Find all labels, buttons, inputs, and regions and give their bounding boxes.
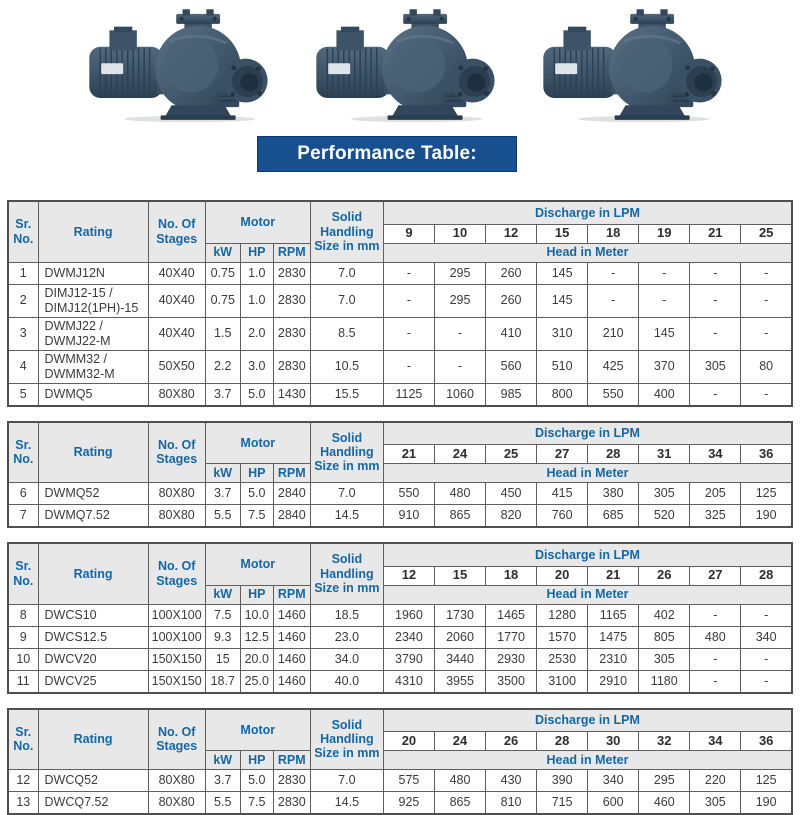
cell-head: 2060 bbox=[434, 626, 485, 648]
cell-head: 575 bbox=[383, 770, 434, 792]
cell-sr: 2 bbox=[8, 284, 38, 317]
cell-sr: 4 bbox=[8, 350, 38, 383]
discharge-flow-value: 18 bbox=[486, 566, 537, 585]
cell-sr: 11 bbox=[8, 670, 38, 693]
cell-solid: 15.5 bbox=[310, 383, 383, 406]
cell-head: - bbox=[741, 648, 792, 670]
cell-solid: 23.0 bbox=[310, 626, 383, 648]
cell-kw: 9.3 bbox=[205, 626, 240, 648]
discharge-flow-value: 21 bbox=[383, 445, 434, 464]
cell-head: 305 bbox=[639, 648, 690, 670]
table-row bbox=[8, 604, 792, 626]
head-in-meter-header: Head in Meter bbox=[383, 243, 792, 262]
head-in-meter-header: Head in Meter bbox=[383, 585, 792, 604]
discharge-flow-value: 10 bbox=[434, 224, 485, 243]
cell-kw: 3.7 bbox=[205, 383, 240, 406]
cell-head: - bbox=[690, 648, 741, 670]
discharge-flow-value: 34 bbox=[690, 445, 741, 464]
head-in-meter-header: Head in Meter bbox=[383, 464, 792, 483]
cell-sr: 1 bbox=[8, 262, 38, 284]
cell-rpm: 2830 bbox=[273, 770, 310, 792]
cell-head: - bbox=[741, 670, 792, 693]
table-row bbox=[8, 626, 792, 648]
cell-kw: 15 bbox=[205, 648, 240, 670]
cell-rpm: 2840 bbox=[273, 483, 310, 505]
cell-solid: 18.5 bbox=[310, 604, 383, 626]
cell-head: 3790 bbox=[383, 648, 434, 670]
cell-head: 550 bbox=[383, 483, 434, 505]
col-header-kw: kW bbox=[205, 585, 240, 604]
cell-head: 295 bbox=[434, 262, 485, 284]
col-header-solid: Solid Handling Size in mm bbox=[310, 709, 383, 770]
cell-sr: 3 bbox=[8, 317, 38, 350]
cell-sr: 5 bbox=[8, 383, 38, 406]
cell-rating: DWMJ12N bbox=[38, 262, 148, 284]
col-header-rpm: RPM bbox=[273, 464, 310, 483]
cell-head: 3500 bbox=[486, 670, 537, 693]
cell-solid: 14.5 bbox=[310, 505, 383, 528]
cell-head: 685 bbox=[588, 505, 639, 528]
cell-head: 220 bbox=[690, 770, 741, 792]
cell-stages: 100X100 bbox=[148, 604, 205, 626]
cell-stages: 80X80 bbox=[148, 770, 205, 792]
discharge-flow-value: 24 bbox=[434, 445, 485, 464]
cell-hp: 5.0 bbox=[240, 770, 273, 792]
cell-head: - bbox=[690, 284, 741, 317]
table-row bbox=[8, 350, 792, 383]
discharge-flow-value: 26 bbox=[639, 566, 690, 585]
discharge-flow-value: 36 bbox=[741, 732, 792, 751]
cell-head: 715 bbox=[537, 792, 588, 815]
discharge-flow-value: 32 bbox=[639, 732, 690, 751]
table-row bbox=[8, 317, 792, 350]
col-header-hp: HP bbox=[240, 751, 273, 770]
performance-table bbox=[7, 708, 793, 815]
discharge-flow-value: 25 bbox=[741, 224, 792, 243]
discharge-flow-value: 30 bbox=[588, 732, 639, 751]
cell-kw: 18.7 bbox=[205, 670, 240, 693]
cell-hp: 20.0 bbox=[240, 648, 273, 670]
cell-kw: 3.7 bbox=[205, 770, 240, 792]
discharge-flow-value: 19 bbox=[639, 224, 690, 243]
cell-hp: 3.0 bbox=[240, 350, 273, 383]
cell-head: 800 bbox=[537, 383, 588, 406]
cell-head: 305 bbox=[639, 483, 690, 505]
cell-head: 380 bbox=[588, 483, 639, 505]
cell-head: 550 bbox=[588, 383, 639, 406]
cell-head: - bbox=[434, 317, 485, 350]
cell-hp: 5.0 bbox=[240, 483, 273, 505]
cell-head: 910 bbox=[383, 505, 434, 528]
discharge-flow-value: 12 bbox=[383, 566, 434, 585]
cell-head: 1770 bbox=[486, 626, 537, 648]
col-header-motor: Motor bbox=[205, 422, 310, 464]
cell-head: 480 bbox=[434, 483, 485, 505]
col-header-hp: HP bbox=[240, 585, 273, 604]
cell-hp: 12.5 bbox=[240, 626, 273, 648]
cell-stages: 80X80 bbox=[148, 792, 205, 815]
cell-head: - bbox=[690, 383, 741, 406]
cell-rating: DWMJ22 / DWMJ22-M bbox=[38, 317, 148, 350]
cell-rating: DIMJ12-15 / DIMJ12(1PH)-15 bbox=[38, 284, 148, 317]
cell-head: 1475 bbox=[588, 626, 639, 648]
cell-head: 295 bbox=[639, 770, 690, 792]
performance-table bbox=[7, 421, 793, 529]
cell-head: 415 bbox=[537, 483, 588, 505]
discharge-flow-value: 34 bbox=[690, 732, 741, 751]
cell-head: - bbox=[383, 262, 434, 284]
cell-head: 2340 bbox=[383, 626, 434, 648]
cell-head: 125 bbox=[741, 770, 792, 792]
cell-head: 1125 bbox=[383, 383, 434, 406]
cell-kw: 7.5 bbox=[205, 604, 240, 626]
cell-head: 1180 bbox=[639, 670, 690, 693]
cell-stages: 40X40 bbox=[148, 317, 205, 350]
cell-sr: 12 bbox=[8, 770, 38, 792]
cell-head: 925 bbox=[383, 792, 434, 815]
cell-head: 1165 bbox=[588, 604, 639, 626]
cell-head: - bbox=[741, 284, 792, 317]
cell-rating: DWCQ7.52 bbox=[38, 792, 148, 815]
cell-stages: 50X50 bbox=[148, 350, 205, 383]
banner-label: Performance Table: bbox=[297, 143, 477, 165]
cell-head: 125 bbox=[741, 483, 792, 505]
cell-hp: 10.0 bbox=[240, 604, 273, 626]
cell-head: 430 bbox=[486, 770, 537, 792]
col-header-rating: Rating bbox=[38, 709, 148, 770]
col-header-stages: No. Of Stages bbox=[148, 422, 205, 483]
cell-head: 510 bbox=[537, 350, 588, 383]
cell-head: 560 bbox=[486, 350, 537, 383]
cell-head: 600 bbox=[588, 792, 639, 815]
cell-head: - bbox=[690, 262, 741, 284]
col-header-sr: Sr. No. bbox=[8, 201, 38, 262]
table-row bbox=[8, 284, 792, 317]
cell-head: 820 bbox=[486, 505, 537, 528]
cell-rpm: 1460 bbox=[273, 626, 310, 648]
cell-head: 190 bbox=[741, 792, 792, 815]
cell-hp: 7.5 bbox=[240, 792, 273, 815]
cell-hp: 2.0 bbox=[240, 317, 273, 350]
cell-head: 205 bbox=[690, 483, 741, 505]
pump-image bbox=[82, 6, 274, 125]
cell-rpm: 2830 bbox=[273, 792, 310, 815]
pump-image bbox=[309, 6, 501, 125]
performance-tables bbox=[0, 200, 800, 815]
cell-head: - bbox=[383, 284, 434, 317]
cell-sr: 9 bbox=[8, 626, 38, 648]
cell-head: - bbox=[741, 383, 792, 406]
cell-head: - bbox=[690, 670, 741, 693]
discharge-flow-value: 21 bbox=[690, 224, 741, 243]
discharge-flow-value: 15 bbox=[434, 566, 485, 585]
cell-head: 1465 bbox=[486, 604, 537, 626]
cell-head: - bbox=[741, 604, 792, 626]
cell-solid: 14.5 bbox=[310, 792, 383, 815]
discharge-flow-value: 20 bbox=[383, 732, 434, 751]
cell-solid: 34.0 bbox=[310, 648, 383, 670]
discharge-flow-value: 15 bbox=[537, 224, 588, 243]
cell-rating: DWMQ7.52 bbox=[38, 505, 148, 528]
discharge-header: Discharge in LPM bbox=[383, 201, 792, 224]
table-row bbox=[8, 792, 792, 815]
cell-head: 1960 bbox=[383, 604, 434, 626]
cell-head: 305 bbox=[690, 350, 741, 383]
cell-rating: DWCQ52 bbox=[38, 770, 148, 792]
discharge-flow-value: 21 bbox=[588, 566, 639, 585]
pump-images-row bbox=[0, 0, 800, 126]
cell-head: 210 bbox=[588, 317, 639, 350]
cell-stages: 100X100 bbox=[148, 626, 205, 648]
cell-head: 370 bbox=[639, 350, 690, 383]
cell-rating: DWCS12.5 bbox=[38, 626, 148, 648]
col-header-rpm: RPM bbox=[273, 243, 310, 262]
cell-head: 1570 bbox=[537, 626, 588, 648]
cell-sr: 8 bbox=[8, 604, 38, 626]
cell-head: - bbox=[639, 262, 690, 284]
cell-head: - bbox=[741, 262, 792, 284]
cell-kw: 5.5 bbox=[205, 792, 240, 815]
col-header-rating: Rating bbox=[38, 201, 148, 262]
cell-head: - bbox=[639, 284, 690, 317]
cell-rpm: 1430 bbox=[273, 383, 310, 406]
discharge-flow-value: 20 bbox=[537, 566, 588, 585]
cell-solid: 40.0 bbox=[310, 670, 383, 693]
cell-head: 865 bbox=[434, 505, 485, 528]
cell-head: 325 bbox=[690, 505, 741, 528]
cell-head: - bbox=[588, 284, 639, 317]
cell-rpm: 2830 bbox=[273, 262, 310, 284]
discharge-flow-value: 12 bbox=[486, 224, 537, 243]
cell-head: 1730 bbox=[434, 604, 485, 626]
cell-solid: 10.5 bbox=[310, 350, 383, 383]
discharge-flow-value: 36 bbox=[741, 445, 792, 464]
cell-rpm: 1460 bbox=[273, 670, 310, 693]
cell-stages: 80X80 bbox=[148, 383, 205, 406]
cell-hp: 25.0 bbox=[240, 670, 273, 693]
cell-head: 400 bbox=[639, 383, 690, 406]
cell-head: 480 bbox=[434, 770, 485, 792]
cell-kw: 5.5 bbox=[205, 505, 240, 528]
cell-rating: DWCV25 bbox=[38, 670, 148, 693]
col-header-rpm: RPM bbox=[273, 585, 310, 604]
cell-head: 2310 bbox=[588, 648, 639, 670]
cell-rpm: 1460 bbox=[273, 648, 310, 670]
discharge-flow-value: 9 bbox=[383, 224, 434, 243]
discharge-header: Discharge in LPM bbox=[383, 709, 792, 732]
cell-rpm: 2840 bbox=[273, 505, 310, 528]
cell-stages: 80X80 bbox=[148, 505, 205, 528]
table-row bbox=[8, 483, 792, 505]
cell-kw: 2.2 bbox=[205, 350, 240, 383]
col-header-sr: Sr. No. bbox=[8, 422, 38, 483]
col-header-stages: No. Of Stages bbox=[148, 709, 205, 770]
discharge-flow-value: 31 bbox=[639, 445, 690, 464]
cell-head: 190 bbox=[741, 505, 792, 528]
cell-rpm: 2830 bbox=[273, 317, 310, 350]
cell-solid: 7.0 bbox=[310, 284, 383, 317]
col-header-motor: Motor bbox=[205, 709, 310, 751]
cell-head: 145 bbox=[537, 284, 588, 317]
table-row bbox=[8, 383, 792, 406]
cell-rpm: 2830 bbox=[273, 284, 310, 317]
cell-hp: 5.0 bbox=[240, 383, 273, 406]
cell-sr: 6 bbox=[8, 483, 38, 505]
cell-hp: 1.0 bbox=[240, 262, 273, 284]
col-header-sr: Sr. No. bbox=[8, 543, 38, 604]
cell-head: - bbox=[690, 317, 741, 350]
col-header-rating: Rating bbox=[38, 543, 148, 604]
cell-stages: 150X150 bbox=[148, 648, 205, 670]
cell-head: 3440 bbox=[434, 648, 485, 670]
cell-solid: 7.0 bbox=[310, 483, 383, 505]
cell-head: 390 bbox=[537, 770, 588, 792]
cell-kw: 3.7 bbox=[205, 483, 240, 505]
cell-head: 340 bbox=[588, 770, 639, 792]
discharge-header: Discharge in LPM bbox=[383, 543, 792, 566]
cell-head: 985 bbox=[486, 383, 537, 406]
cell-head: 80 bbox=[741, 350, 792, 383]
table-row bbox=[8, 670, 792, 693]
cell-solid: 7.0 bbox=[310, 262, 383, 284]
cell-head: - bbox=[690, 604, 741, 626]
cell-head: 2910 bbox=[588, 670, 639, 693]
cell-stages: 40X40 bbox=[148, 262, 205, 284]
cell-hp: 7.5 bbox=[240, 505, 273, 528]
pump-image bbox=[536, 6, 728, 125]
cell-head: 305 bbox=[690, 792, 741, 815]
cell-head: 450 bbox=[486, 483, 537, 505]
cell-head: 460 bbox=[639, 792, 690, 815]
cell-head: - bbox=[434, 350, 485, 383]
discharge-flow-value: 24 bbox=[434, 732, 485, 751]
cell-solid: 8.5 bbox=[310, 317, 383, 350]
cell-head: 2530 bbox=[537, 648, 588, 670]
cell-head: 520 bbox=[639, 505, 690, 528]
discharge-flow-value: 18 bbox=[588, 224, 639, 243]
cell-head: 1280 bbox=[537, 604, 588, 626]
performance-table-banner bbox=[257, 136, 517, 172]
cell-stages: 80X80 bbox=[148, 483, 205, 505]
col-header-solid: Solid Handling Size in mm bbox=[310, 422, 383, 483]
col-header-solid: Solid Handling Size in mm bbox=[310, 543, 383, 604]
col-header-rating: Rating bbox=[38, 422, 148, 483]
cell-sr: 7 bbox=[8, 505, 38, 528]
cell-stages: 40X40 bbox=[148, 284, 205, 317]
col-header-kw: kW bbox=[205, 464, 240, 483]
cell-head: 865 bbox=[434, 792, 485, 815]
cell-head: 260 bbox=[486, 284, 537, 317]
cell-head: 340 bbox=[741, 626, 792, 648]
discharge-flow-value: 27 bbox=[690, 566, 741, 585]
cell-kw: 0.75 bbox=[205, 284, 240, 317]
cell-head: 805 bbox=[639, 626, 690, 648]
col-header-rpm: RPM bbox=[273, 751, 310, 770]
col-header-stages: No. Of Stages bbox=[148, 201, 205, 262]
discharge-header: Discharge in LPM bbox=[383, 422, 792, 445]
cell-head: 480 bbox=[690, 626, 741, 648]
cell-head: - bbox=[383, 350, 434, 383]
cell-sr: 10 bbox=[8, 648, 38, 670]
cell-rating: DWCS10 bbox=[38, 604, 148, 626]
table-row bbox=[8, 505, 792, 528]
discharge-flow-value: 27 bbox=[537, 445, 588, 464]
discharge-flow-value: 28 bbox=[741, 566, 792, 585]
cell-head: 3100 bbox=[537, 670, 588, 693]
head-in-meter-header: Head in Meter bbox=[383, 751, 792, 770]
performance-table bbox=[7, 200, 793, 407]
performance-table bbox=[7, 542, 793, 694]
cell-hp: 1.0 bbox=[240, 284, 273, 317]
cell-rating: DWCV20 bbox=[38, 648, 148, 670]
discharge-flow-value: 28 bbox=[537, 732, 588, 751]
cell-rating: DWMQ52 bbox=[38, 483, 148, 505]
table-row bbox=[8, 770, 792, 792]
cell-sr: 13 bbox=[8, 792, 38, 815]
cell-head: - bbox=[588, 262, 639, 284]
col-header-hp: HP bbox=[240, 243, 273, 262]
cell-head: 410 bbox=[486, 317, 537, 350]
cell-solid: 7.0 bbox=[310, 770, 383, 792]
cell-kw: 0.75 bbox=[205, 262, 240, 284]
col-header-motor: Motor bbox=[205, 201, 310, 243]
col-header-stages: No. Of Stages bbox=[148, 543, 205, 604]
col-header-kw: kW bbox=[205, 751, 240, 770]
table-row bbox=[8, 648, 792, 670]
cell-head: 810 bbox=[486, 792, 537, 815]
cell-rating: DWMM32 / DWMM32-M bbox=[38, 350, 148, 383]
cell-rpm: 2830 bbox=[273, 350, 310, 383]
cell-stages: 150X150 bbox=[148, 670, 205, 693]
discharge-flow-value: 28 bbox=[588, 445, 639, 464]
cell-rpm: 1460 bbox=[273, 604, 310, 626]
cell-head: - bbox=[383, 317, 434, 350]
cell-kw: 1.5 bbox=[205, 317, 240, 350]
discharge-flow-value: 25 bbox=[486, 445, 537, 464]
cell-head: - bbox=[741, 317, 792, 350]
cell-head: 4310 bbox=[383, 670, 434, 693]
cell-head: 295 bbox=[434, 284, 485, 317]
cell-head: 3955 bbox=[434, 670, 485, 693]
col-header-hp: HP bbox=[240, 464, 273, 483]
cell-head: 760 bbox=[537, 505, 588, 528]
cell-head: 2930 bbox=[486, 648, 537, 670]
discharge-flow-value: 26 bbox=[486, 732, 537, 751]
col-header-motor: Motor bbox=[205, 543, 310, 585]
cell-head: 425 bbox=[588, 350, 639, 383]
col-header-solid: Solid Handling Size in mm bbox=[310, 201, 383, 262]
cell-head: 1060 bbox=[434, 383, 485, 406]
cell-head: 402 bbox=[639, 604, 690, 626]
col-header-sr: Sr. No. bbox=[8, 709, 38, 770]
table-row bbox=[8, 262, 792, 284]
cell-head: 145 bbox=[537, 262, 588, 284]
cell-head: 145 bbox=[639, 317, 690, 350]
col-header-kw: kW bbox=[205, 243, 240, 262]
cell-head: 260 bbox=[486, 262, 537, 284]
cell-head: 310 bbox=[537, 317, 588, 350]
cell-rating: DWMQ5 bbox=[38, 383, 148, 406]
